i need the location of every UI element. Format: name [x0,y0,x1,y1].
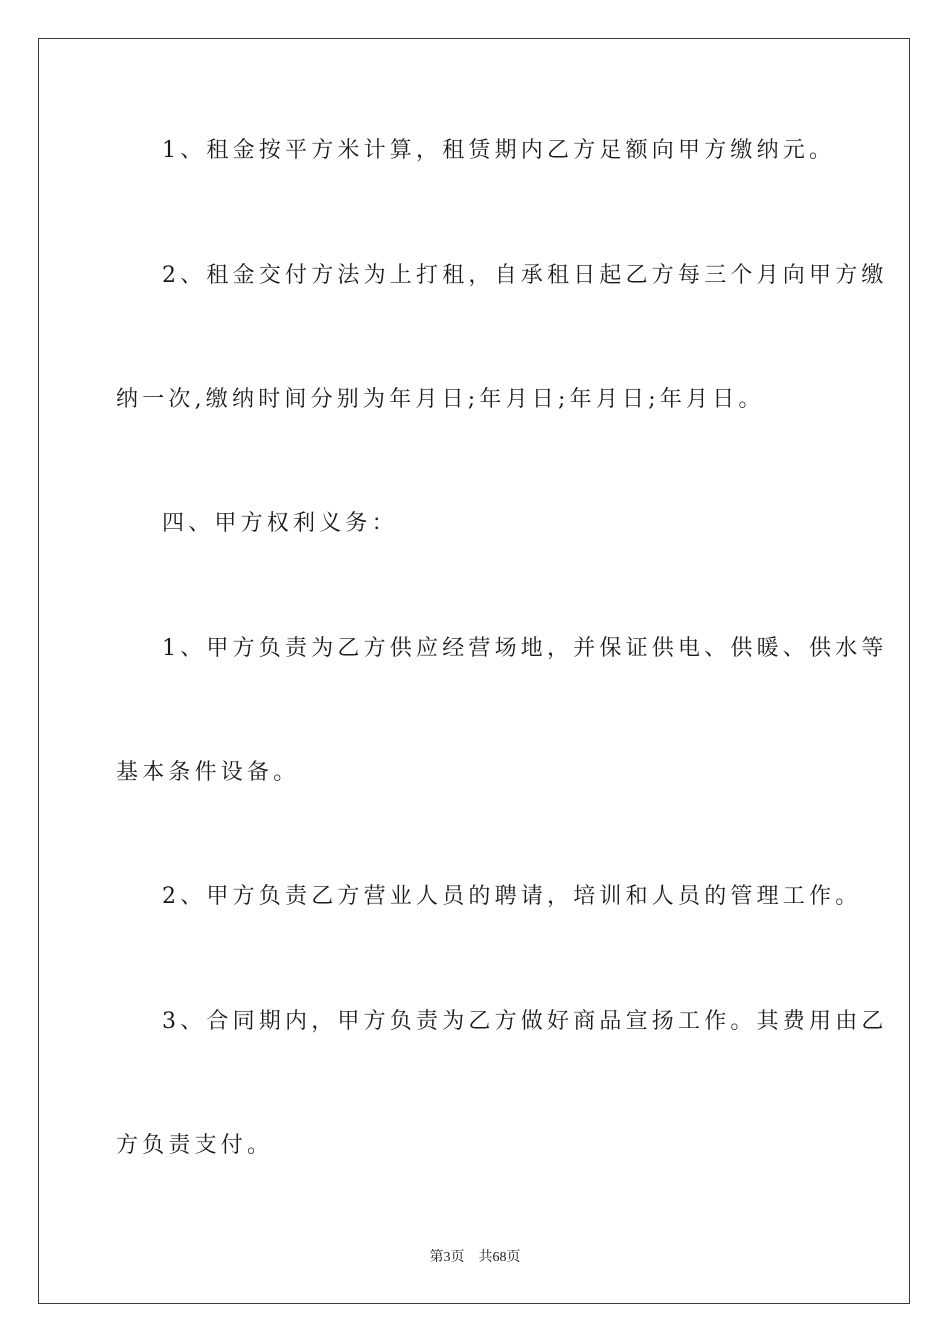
paragraph-line: 基本条件设备。 [116,760,300,785]
paragraph-line: 1、甲方负责为乙方供应经营场地，并保证供电、供暖、供水等 [162,636,888,661]
total-pages: 共68页 [478,1250,521,1265]
page-border [38,38,910,1304]
section-heading: 四、甲方权利义务： [162,511,398,536]
paragraph-line: 纳一次,缴纳时间分别为年月日;年月日;年月日;年月日。 [116,387,765,412]
paragraph-line: 2、甲方负责乙方营业人员的聘请，培训和人员的管理工作。 [162,884,862,909]
page-footer [0,1246,950,1266]
paragraph-line: 2、租金交付方法为上打租，自承租日起乙方每三个月向甲方缴 [162,263,888,288]
paragraph-line: 1、租金按平方米计算，租赁期内乙方足额向甲方缴纳元。 [162,138,836,163]
paragraph-line: 方负责支付。 [116,1133,274,1158]
paragraph-line: 3、合同期内，甲方负责为乙方做好商品宣扬工作。其费用由乙 [162,1009,888,1034]
page-number: 第3页 [429,1250,465,1265]
